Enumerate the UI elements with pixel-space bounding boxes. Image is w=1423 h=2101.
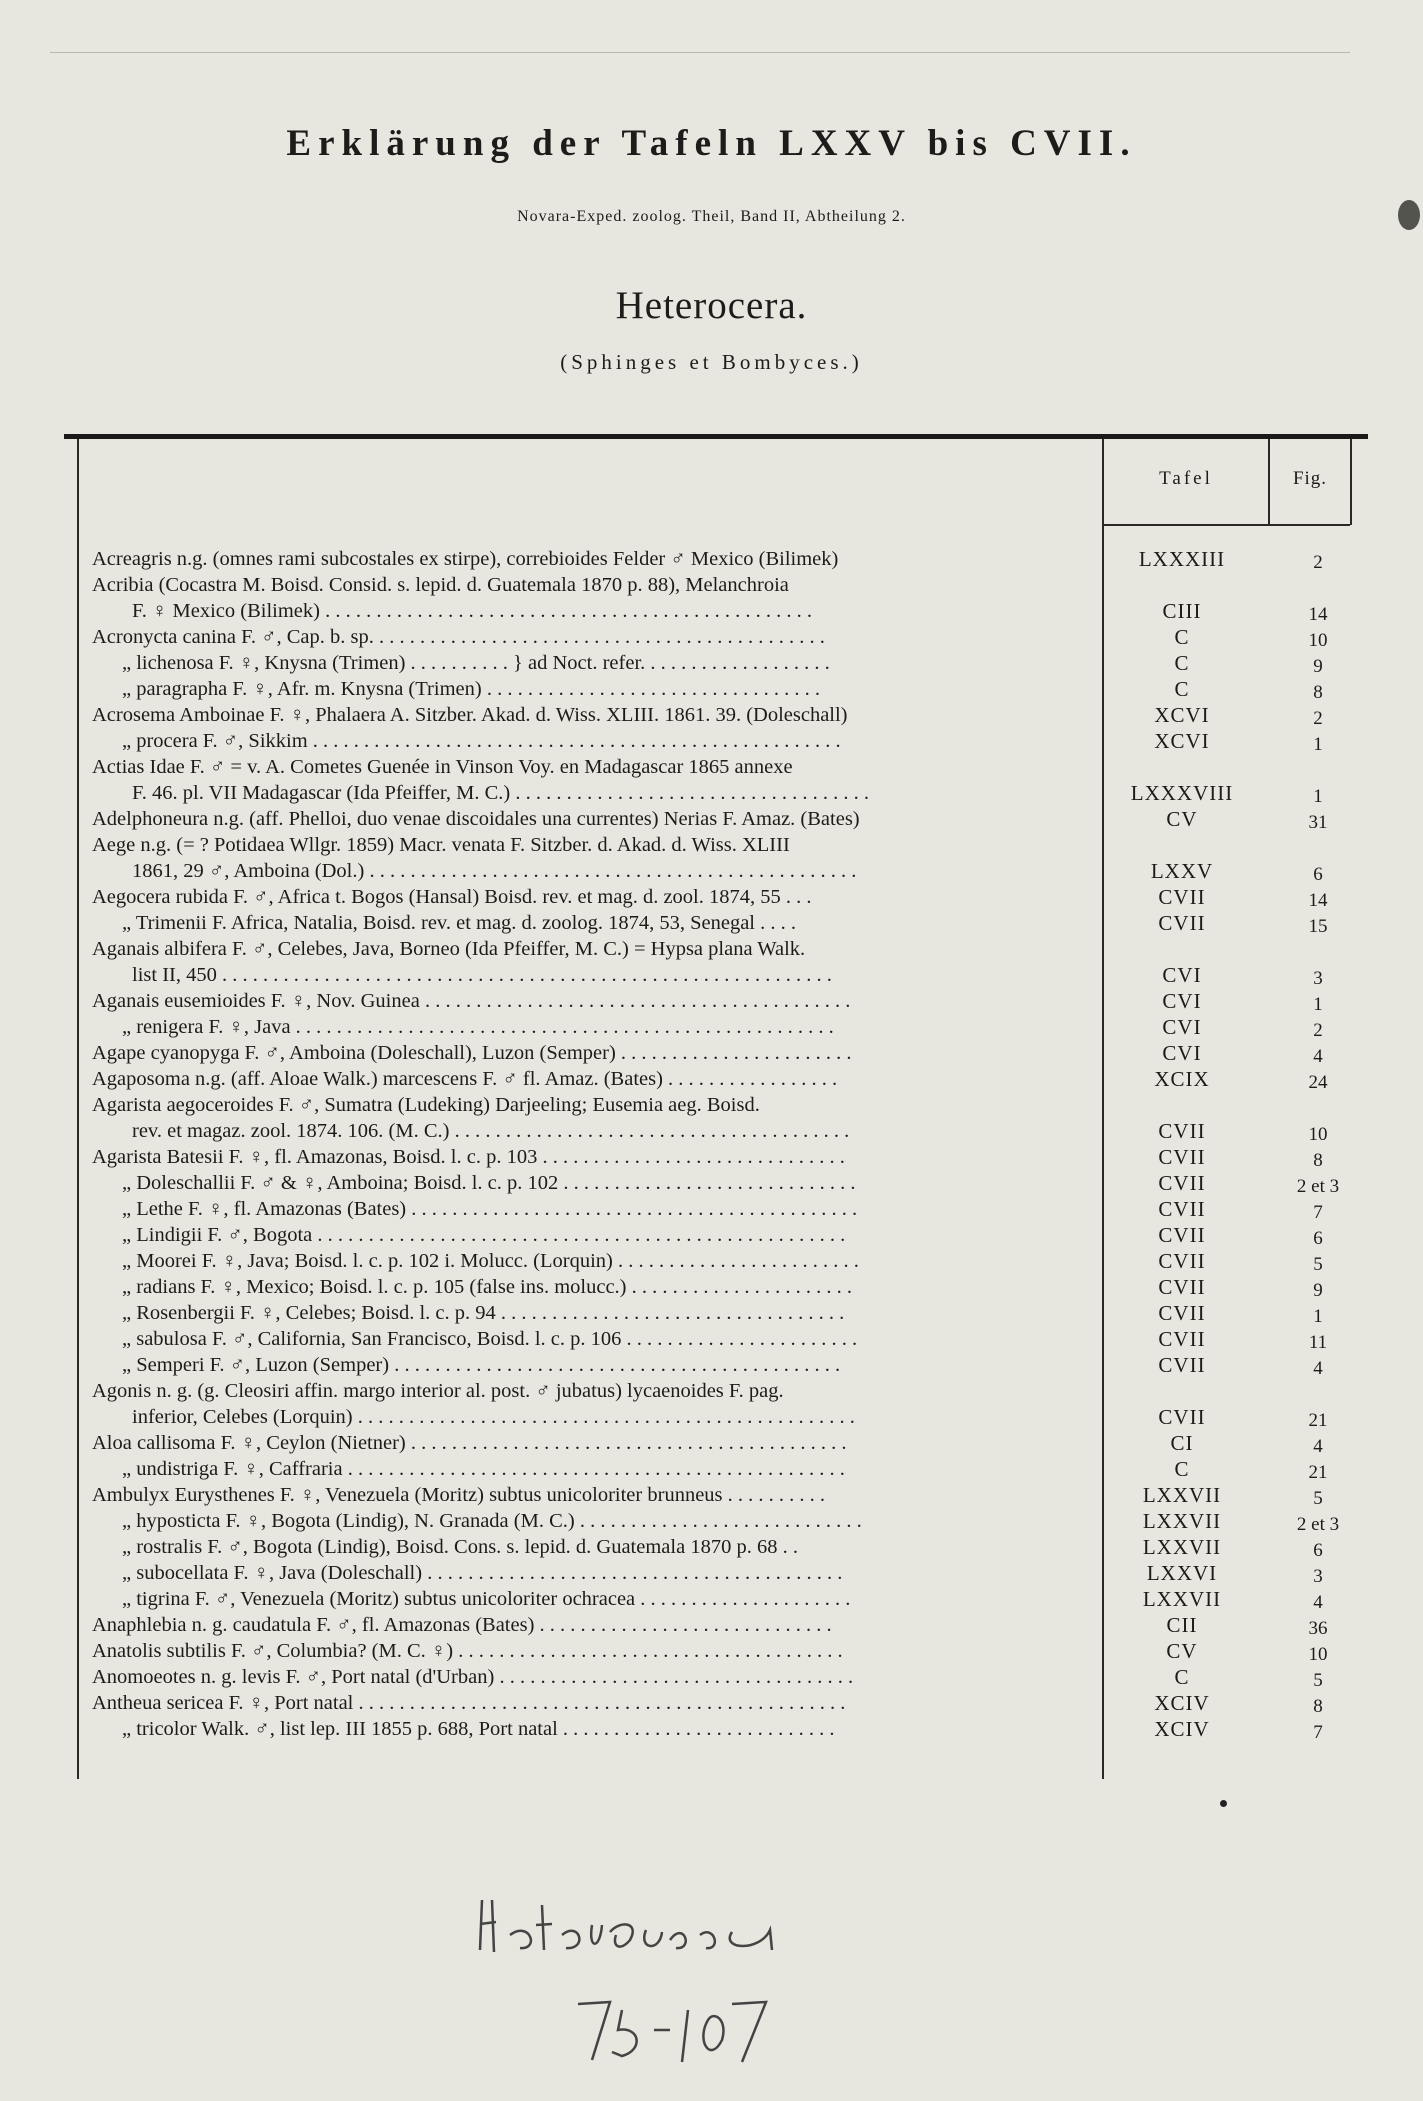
tafel-cell: CVII bbox=[1158, 1327, 1206, 1351]
fig-cell: 31 bbox=[1308, 812, 1328, 833]
entry-text: „ Semperi F. ♂, Luzon (Semper) . . . . . . . . . . . . . . . . . . . . . . . . . . . . . . . . . . . . . . . . . . . . bbox=[122, 1354, 841, 1376]
tafel-cell: CVII bbox=[1158, 1275, 1206, 1299]
table-row bbox=[92, 1222, 1382, 1248]
fig-cell: 10 bbox=[1308, 630, 1328, 651]
fig-cell: 6 bbox=[1313, 1540, 1323, 1561]
fig-cell: 14 bbox=[1308, 604, 1328, 625]
entry-text: list II, 450 . . . . . . . . . . . . . . . . . . . . . . . . . . . . . . . . . . . . . . . . . . . . . . . . . . . . . . . . . . . . bbox=[132, 964, 832, 986]
tafel-cell: LXXVII bbox=[1142, 1535, 1222, 1559]
fig-cell: 7 bbox=[1313, 1722, 1323, 1743]
tafel-cell: CVII bbox=[1158, 885, 1206, 909]
table-row bbox=[92, 1560, 1382, 1586]
entry-text: rev. et magaz. zool. 1874. 106. (M. C.) . . . . . . . . . . . . . . . . . . . . . . . . . . . . . . . . . . . . . . . bbox=[132, 1120, 850, 1142]
table-row bbox=[92, 598, 1382, 624]
entry-text: Actias Idae F. ♂ = v. A. Cometes Guenée in Vinson Voy. en Madagascar 1865 annexe bbox=[92, 756, 793, 778]
tafel-cell: C bbox=[1174, 651, 1190, 675]
section-heading: Heterocera. bbox=[615, 284, 808, 327]
fig-cell: 21 bbox=[1308, 1410, 1328, 1431]
table-row bbox=[92, 962, 1382, 988]
fig-cell: 11 bbox=[1308, 1332, 1328, 1353]
tafel-cell: CIII bbox=[1162, 599, 1202, 623]
tafel-cell: CII bbox=[1166, 1613, 1198, 1637]
entry-text: „ Rosenbergii F. ♀, Celebes; Boisd. l. c. p. 94 . . . . . . . . . . . . . . . . . . . . . . . . . . . . . . . . . . bbox=[122, 1302, 845, 1324]
page-title: Erklärung der Tafeln LXXV bis CVII. bbox=[286, 123, 1137, 164]
entry-text: „ sabulosa F. ♂, California, San Francisco, Boisd. l. c. p. 106 . . . . . . . . . . . . . . . . . . . . . . . bbox=[122, 1328, 858, 1350]
table-row bbox=[92, 1092, 1382, 1118]
table-row bbox=[92, 546, 1382, 572]
entry-text: Acreagris n.g. (omnes rami subcostales ex stirpe), correbioides Felder ♂ Mexico (Bilimek) bbox=[92, 548, 839, 570]
entry-text: inferior, Celebes (Lorquin) . . . . . . . . . . . . . . . . . . . . . . . . . . . . . . . . . . . . . . . . . . . . . . . . . bbox=[132, 1406, 855, 1428]
entry-text: Aege n.g. (= ? Potidaea Wllgr. 1859) Macr. venata F. Sitzber. d. Akad. d. Wiss. XLIII bbox=[92, 834, 790, 856]
table-row bbox=[92, 1118, 1382, 1144]
tafel-cell: LXXXVIII bbox=[1130, 781, 1234, 805]
entry-text: Aegocera rubida F. ♂, Africa t. Bogos (Hansal) Boisd. rev. et mag. d. zool. 1874, 55 . . . bbox=[92, 886, 812, 908]
tafel-cell: CVII bbox=[1158, 1301, 1206, 1325]
table-row bbox=[92, 936, 1382, 962]
table-top-rule bbox=[64, 434, 1368, 439]
fig-cell: 8 bbox=[1313, 1696, 1323, 1717]
table-row bbox=[92, 884, 1382, 910]
handwritten-range-note bbox=[570, 1990, 770, 2070]
table-row bbox=[92, 806, 1382, 832]
entry-text: Anaphlebia n. g. caudatula F. ♂, fl. Amazonas (Bates) . . . . . . . . . . . . . . . . . . . . . . . . . . . . . bbox=[92, 1614, 832, 1636]
table-row bbox=[92, 1326, 1382, 1352]
tafel-cell: C bbox=[1174, 677, 1190, 701]
entry-text: „ tricolor Walk. ♂, list lep. III 1855 p. 688, Port natal . . . . . . . . . . . . . . . . . . . . . . . . . . . bbox=[122, 1718, 835, 1740]
table-row bbox=[92, 624, 1382, 650]
fig-cell: 6 bbox=[1313, 864, 1323, 885]
table-row bbox=[92, 1638, 1382, 1664]
tafel-cell: CVII bbox=[1158, 1171, 1206, 1195]
entry-text: Agonis n. g. (g. Cleosiri affin. margo interior al. post. ♂ jubatus) lycaenoides F. pag. bbox=[92, 1380, 784, 1402]
fig-cell: 2 bbox=[1313, 708, 1323, 729]
fig-cell: 2 et 3 bbox=[1296, 1176, 1340, 1197]
table-row bbox=[92, 1014, 1382, 1040]
table-row bbox=[92, 728, 1382, 754]
tafel-cell: CVII bbox=[1158, 1405, 1206, 1429]
entry-text: Anatolis subtilis F. ♂, Columbia? (M. C. ♀) . . . . . . . . . . . . . . . . . . . . . . . . . . . . . . . . . . . . . . bbox=[92, 1640, 843, 1662]
entry-text: Adelphoneura n.g. (aff. Phelloi, duo venae discoidales una currentes) Nerias F. Amaz. (Bates) bbox=[92, 808, 860, 830]
tafel-cell: CVII bbox=[1158, 1119, 1206, 1143]
fig-cell: 7 bbox=[1313, 1202, 1323, 1223]
table-row bbox=[92, 650, 1382, 676]
table-row bbox=[92, 1586, 1382, 1612]
entry-text: „ undistriga F. ♀, Caffraria . . . . . . . . . . . . . . . . . . . . . . . . . . . . . . . . . . . . . . . . . . . . . . . . . bbox=[122, 1458, 845, 1480]
entry-text: „ hyposticta F. ♀, Bogota (Lindig), N. Granada (M. C.) . . . . . . . . . . . . . . . . . . . . . . . . . . . . bbox=[122, 1510, 862, 1532]
fig-cell: 1 bbox=[1313, 786, 1323, 807]
fig-cell: 24 bbox=[1308, 1072, 1328, 1093]
ink-dot bbox=[1220, 1800, 1227, 1807]
fig-cell: 2 bbox=[1313, 1020, 1323, 1041]
table-row bbox=[92, 1378, 1382, 1404]
table-row bbox=[92, 1664, 1382, 1690]
fig-cell: 2 et 3 bbox=[1296, 1514, 1340, 1535]
tafel-cell: LXXXIII bbox=[1138, 547, 1226, 571]
table-row bbox=[92, 1612, 1382, 1638]
tafel-cell: LXXVII bbox=[1142, 1483, 1222, 1507]
entry-text: „ paragrapha F. ♀, Afr. m. Knysna (Trimen) . . . . . . . . . . . . . . . . . . . . . . . . . . . . . . . . . bbox=[122, 678, 820, 700]
entry-text: F. ♀ Mexico (Bilimek) . . . . . . . . . . . . . . . . . . . . . . . . . . . . . . . . . . . . . . . . . . . . . . . . bbox=[132, 600, 812, 622]
entry-text: „ procera F. ♂, Sikkim . . . . . . . . . . . . . . . . . . . . . . . . . . . . . . . . . . . . . . . . . . . . . . . . . . . . bbox=[122, 730, 841, 752]
table-right-border bbox=[1350, 439, 1352, 525]
tafel-cell: XCIV bbox=[1154, 1717, 1210, 1741]
entry-list bbox=[92, 546, 1382, 1742]
fig-cell: 4 bbox=[1313, 1358, 1323, 1379]
entry-text: „ Doleschallii F. ♂ & ♀, Amboina; Boisd. l. c. p. 102 . . . . . . . . . . . . . . . . . . . . . . . . . . . . . bbox=[122, 1172, 856, 1194]
table-row bbox=[92, 676, 1382, 702]
entry-text: Acronycta canina F. ♂, Cap. b. sp. . . . . . . . . . . . . . . . . . . . . . . . . . . . . . . . . . . . . . . . . . . . . bbox=[92, 626, 825, 648]
table-row bbox=[92, 1456, 1382, 1482]
table-row bbox=[92, 1352, 1382, 1378]
tafel-cell: CVII bbox=[1158, 1197, 1206, 1221]
fig-cell: 8 bbox=[1313, 682, 1323, 703]
tafel-cell: LXXVII bbox=[1142, 1587, 1222, 1611]
table-row bbox=[92, 780, 1382, 806]
fig-cell: 5 bbox=[1313, 1254, 1323, 1275]
tafel-cell: CVI bbox=[1162, 963, 1202, 987]
table-row bbox=[92, 832, 1382, 858]
entry-text: Aganais albifera F. ♂, Celebes, Java, Borneo (Ida Pfeiffer, M. C.) = Hypsa plana Walk. bbox=[92, 938, 806, 960]
tafel-cell: CVII bbox=[1158, 1223, 1206, 1247]
tafel-cell: CV bbox=[1166, 1639, 1198, 1663]
entry-text: „ lichenosa F. ♀, Knysna (Trimen) . . . . . . . . . . } ad Noct. refer. . . . . . . . . . . . . . . . . . . bbox=[122, 652, 830, 674]
table-row bbox=[92, 1716, 1382, 1742]
entry-text: 1861, 29 ♂, Amboina (Dol.) . . . . . . . . . . . . . . . . . . . . . . . . . . . . . . . . . . . . . . . . . . . . . . . . bbox=[132, 860, 857, 882]
fig-cell: 10 bbox=[1308, 1644, 1328, 1665]
table-row bbox=[92, 1534, 1382, 1560]
column-header-fig: Fig. bbox=[1292, 468, 1328, 489]
tafel-cell: CVI bbox=[1162, 1015, 1202, 1039]
fig-cell: 3 bbox=[1313, 968, 1323, 989]
tafel-cell: CVI bbox=[1162, 1041, 1202, 1065]
tafel-cell: LXXVI bbox=[1146, 1561, 1218, 1585]
header-bottom-rule bbox=[1102, 524, 1350, 526]
fig-cell: 3 bbox=[1313, 1566, 1323, 1587]
fig-cell: 14 bbox=[1308, 890, 1328, 911]
column-header-tafel: Tafel bbox=[1159, 468, 1213, 489]
page-subtitle: Novara-Exped. zoolog. Theil, Band II, Abtheilung 2. bbox=[517, 208, 906, 225]
table-row bbox=[92, 1170, 1382, 1196]
tafel-cell: LXXVII bbox=[1142, 1509, 1222, 1533]
table-row bbox=[92, 1144, 1382, 1170]
entry-text: „ subocellata F. ♀, Java (Doleschall) . . . . . . . . . . . . . . . . . . . . . . . . . . . . . . . . . . . . . . . . . bbox=[122, 1562, 843, 1584]
tafel-cell: CVII bbox=[1158, 1249, 1206, 1273]
table-row bbox=[92, 858, 1382, 884]
fig-cell: 1 bbox=[1313, 734, 1323, 755]
tafel-cell: CVII bbox=[1158, 911, 1206, 935]
table-left-border bbox=[77, 439, 79, 1779]
entry-text: Agaposoma n.g. (aff. Aloae Walk.) marcescens F. ♂ fl. Amaz. (Bates) . . . . . . . . . . . . . . . . . bbox=[92, 1068, 838, 1090]
table-row bbox=[92, 702, 1382, 728]
fig-cell: 5 bbox=[1313, 1488, 1323, 1509]
fig-cell: 1 bbox=[1313, 994, 1323, 1015]
entry-text: Acribia (Cocastra M. Boisd. Consid. s. lepid. d. Guatemala 1870 p. 88), Melanchroia bbox=[92, 574, 789, 596]
fig-cell: 6 bbox=[1313, 1228, 1323, 1249]
section-subheading: (Sphinges et Bombyces.) bbox=[560, 350, 863, 374]
entry-text: Aganais eusemioides F. ♀, Nov. Guinea . . . . . . . . . . . . . . . . . . . . . . . . . . . . . . . . . . . . . . . . . . bbox=[92, 990, 851, 1012]
table-row bbox=[92, 1248, 1382, 1274]
entry-text: Acrosema Amboinae F. ♀, Phalaera A. Sitzber. Akad. d. Wiss. XLIII. 1861. 39. (Doleschall) bbox=[92, 704, 848, 726]
tafel-cell: XCIV bbox=[1154, 1691, 1210, 1715]
tafel-cell: LXXV bbox=[1150, 859, 1214, 883]
entry-text: „ radians F. ♀, Mexico; Boisd. l. c. p. 105 (false ins. molucc.) . . . . . . . . . . . . . . . . . . . . . . bbox=[122, 1276, 853, 1298]
tafel-cell: CVII bbox=[1158, 1145, 1206, 1169]
entry-text: „ Trimenii F. Africa, Natalia, Boisd. rev. et mag. d. zoolog. 1874, 53, Senegal . . . . bbox=[122, 912, 796, 934]
fig-cell: 4 bbox=[1313, 1592, 1323, 1613]
fig-cell: 8 bbox=[1313, 1150, 1323, 1171]
table-row bbox=[92, 1690, 1382, 1716]
fig-cell: 36 bbox=[1308, 1618, 1328, 1639]
table-row bbox=[92, 1404, 1382, 1430]
tafel-cell: C bbox=[1174, 1457, 1190, 1481]
fig-cell: 10 bbox=[1308, 1124, 1328, 1145]
tafel-cell: C bbox=[1174, 625, 1190, 649]
fig-cell: 21 bbox=[1308, 1462, 1328, 1483]
entry-text: Aloa callisoma F. ♀, Ceylon (Nietner) . . . . . . . . . . . . . . . . . . . . . . . . . . . . . . . . . . . . . . . . . . . bbox=[92, 1432, 847, 1454]
tafel-cell: XCVI bbox=[1154, 703, 1210, 727]
entry-text: „ tigrina F. ♂, Venezuela (Moritz) subtus unicoloriter ochracea . . . . . . . . . . . . . . . . . . . . . bbox=[122, 1588, 851, 1610]
table-row bbox=[92, 910, 1382, 936]
fig-cell: 4 bbox=[1313, 1046, 1323, 1067]
table-row bbox=[92, 1040, 1382, 1066]
entry-text: Anomoeotes n. g. levis F. ♂, Port natal (d'Urban) . . . . . . . . . . . . . . . . . . . . . . . . . . . . . . . . . . . bbox=[92, 1666, 854, 1688]
fig-cell: 2 bbox=[1313, 552, 1323, 573]
fig-cell: 9 bbox=[1313, 656, 1323, 677]
fig-cell: 5 bbox=[1313, 1670, 1323, 1691]
table-row bbox=[92, 1274, 1382, 1300]
table-row bbox=[92, 1430, 1382, 1456]
tafel-cell: CVI bbox=[1162, 989, 1202, 1013]
table-row bbox=[92, 1196, 1382, 1222]
table-row bbox=[92, 1066, 1382, 1092]
entry-text: Agarista aegoceroides F. ♂, Sumatra (Ludeking) Darjeeling; Eusemia aeg. Boisd. bbox=[92, 1094, 760, 1116]
table-row bbox=[92, 1300, 1382, 1326]
entry-text: „ Lethe F. ♀, fl. Amazonas (Bates) . . . . . . . . . . . . . . . . . . . . . . . . . . . . . . . . . . . . . . . . . . . . bbox=[122, 1198, 858, 1220]
fig-cell: 9 bbox=[1313, 1280, 1323, 1301]
entry-text: F. 46. pl. VII Madagascar (Ida Pfeiffer, M. C.) . . . . . . . . . . . . . . . . . . . . . . . . . . . . . . . . . . . bbox=[132, 782, 869, 804]
tafel-cell: CVII bbox=[1158, 1353, 1206, 1377]
entry-text: „ rostralis F. ♂, Bogota (Lindig), Boisd. Cons. s. lepid. d. Guatemala 1870 p. 68 . . bbox=[122, 1536, 798, 1558]
entry-text: Antheua sericea F. ♀, Port natal . . . . . . . . . . . . . . . . . . . . . . . . . . . . . . . . . . . . . . . . . . . . . . . . bbox=[92, 1692, 846, 1714]
table-row bbox=[92, 572, 1382, 598]
handwritten-heterocera-note bbox=[470, 1880, 830, 1960]
entry-text: „ renigera F. ♀, Java . . . . . . . . . . . . . . . . . . . . . . . . . . . . . . . . . . . . . . . . . . . . . . . . . . . . . bbox=[122, 1016, 834, 1038]
top-edge-line bbox=[50, 52, 1350, 53]
entry-text: „ Lindigii F. ♂, Bogota . . . . . . . . . . . . . . . . . . . . . . . . . . . . . . . . . . . . . . . . . . . . . . . . . . . . bbox=[122, 1224, 846, 1246]
table-row bbox=[92, 1508, 1382, 1534]
tafel-cell: CV bbox=[1166, 807, 1198, 831]
entry-text: Agape cyanopyga F. ♂, Amboina (Doleschall), Luzon (Semper) . . . . . . . . . . . . . . . . . . . . . . . bbox=[92, 1042, 852, 1064]
table-row bbox=[92, 1482, 1382, 1508]
table-row bbox=[92, 754, 1382, 780]
tafel-cell: XCIX bbox=[1154, 1067, 1210, 1091]
fig-cell: 1 bbox=[1313, 1306, 1323, 1327]
tafel-cell: XCVI bbox=[1154, 729, 1210, 753]
fig-cell: 15 bbox=[1308, 916, 1328, 937]
fig-cell: 4 bbox=[1313, 1436, 1323, 1457]
table-row bbox=[92, 988, 1382, 1014]
tafel-cell: C bbox=[1174, 1665, 1190, 1689]
entry-text: „ Moorei F. ♀, Java; Boisd. l. c. p. 102 i. Molucc. (Lorquin) . . . . . . . . . . . . . . . . . . . . . . . . bbox=[122, 1250, 859, 1272]
entry-text: Ambulyx Eurysthenes F. ♀, Venezuela (Moritz) subtus unicoloriter brunneus . . . . . . . . . . bbox=[92, 1484, 826, 1506]
entry-text: Agarista Batesii F. ♀, fl. Amazonas, Boisd. l. c. p. 103 . . . . . . . . . . . . . . . . . . . . . . . . . . . . . . bbox=[92, 1146, 845, 1168]
tafel-cell: CI bbox=[1170, 1431, 1194, 1455]
